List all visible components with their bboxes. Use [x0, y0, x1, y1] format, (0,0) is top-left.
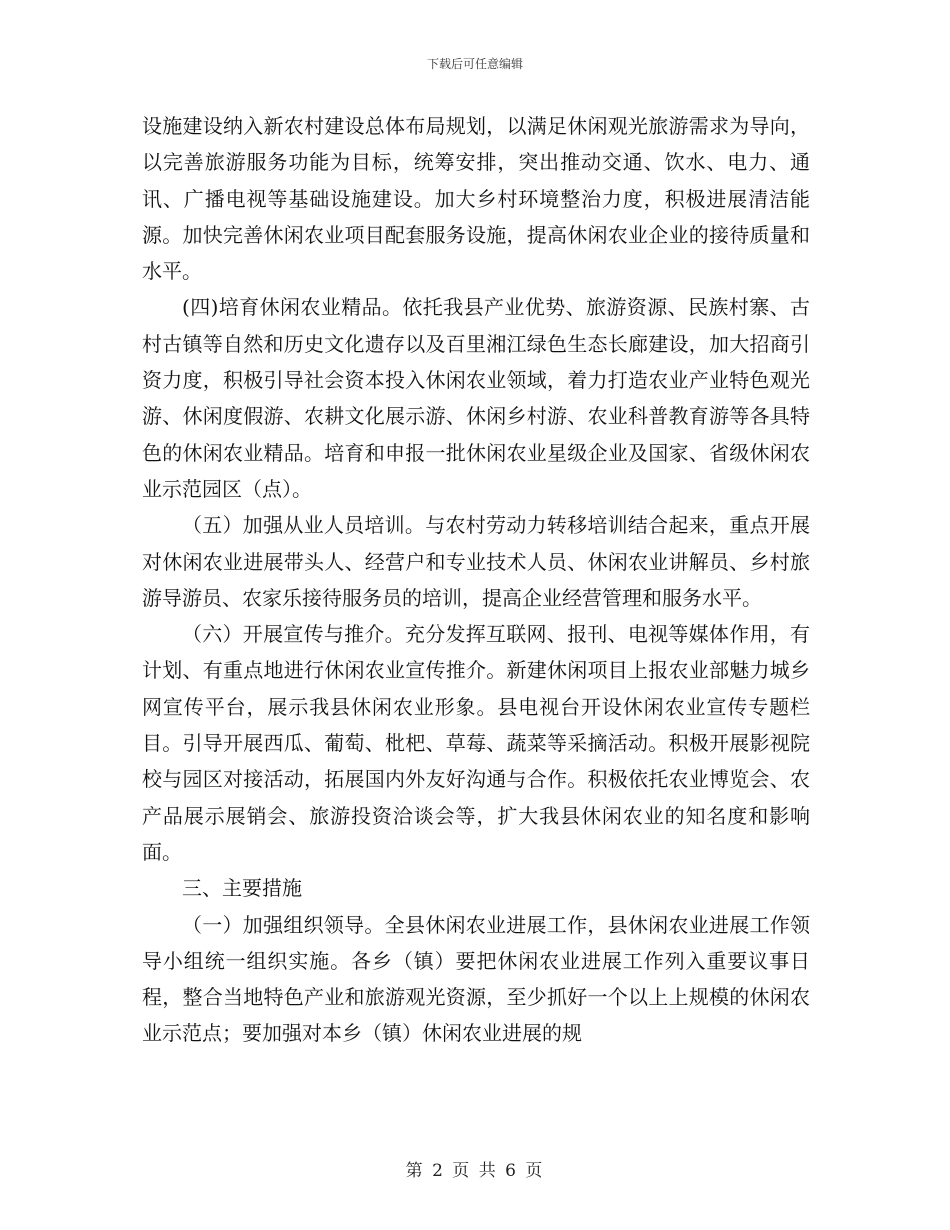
- paragraph-3: （五）加强从业人员培训。与农村劳动力转移培训结合起来，重点开展对休闲农业进展带头人、经营户和专业技术人员、休闲农业讲解员、乡村旅游导游员、农家乐接待服务员的培训，提高企业经营管理和服务水平。: [142, 513, 810, 610]
- paragraph-4: （六）开展宣传与推介。充分发挥互联网、报刊、电视等媒体作用，有计划、有重点地进行休闲农业宣传推介。新建休闲项目上报农业部魅力城乡网宣传平台，展示我县休闲农业形象。县电视台开设休闲农业宣传专题栏目。引导开展西瓜、葡萄、枇杷、草莓、蔬菜等采摘活动。积极开展影视院校与园区对接活动，拓展国内外友好沟通与合作。积极依托农业博览会、农产品展示展销会、旅游投资洽谈会等，扩大我县休闲农业的知名度和影响面。: [142, 622, 810, 864]
- paragraph-2: (四)培育休闲农业精品。依托我县产业优势、旅游资源、民族村寨、古村古镇等自然和历史文化遗存以及百里湘江绿色生态长廊建设，加大招商引资力度，积极引导社会资本投入休闲农业领域，着力打造农业产业特色观光游、休闲度假游、农耕文化展示游、休闲乡村游、农业科普教育游等各具特色的休闲农业精品。培育和申报一批休闲农业星级企业及国家、省级休闲农业示范园区（点）。: [142, 295, 810, 501]
- paragraph-5: （一）加强组织领导。全县休闲农业进展工作，县休闲农业进展工作领导小组统一组织实施。各乡（镇）要把休闲农业进展工作列入重要议事日程，整合当地特色产业和旅游观光资源，至少抓好一个以上上规模的休闲农业示范点；要加强对本乡（镇）休闲农业进展的规: [142, 912, 810, 1046]
- paragraph-1: 设施建设纳入新农村建设总体布局规划，以满足休闲观光旅游需求为导向，以完善旅游服务功能为目标，统筹安排，突出推动交通、饮水、电力、通讯、广播电视等基础设施建设。加大乡村环境整治力度，积极进展清洁能源。加快完善休闲农业项目配套服务设施，提高休闲农业企业的接待质量和水平。: [142, 114, 810, 284]
- section-heading: 三、主要措施: [182, 876, 302, 901]
- document-body: [142, 108, 810, 1052]
- page-number-footer: 第 2 页 共 6 页: [405, 1161, 545, 1181]
- page-header: 下载后可任意编辑: [426, 57, 523, 71]
